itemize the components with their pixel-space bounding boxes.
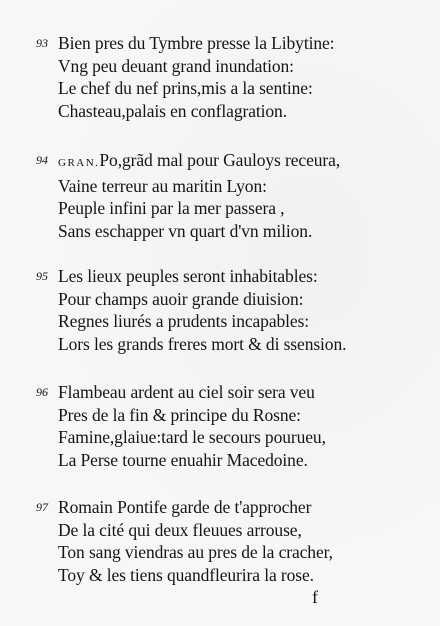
quatrain-lines [58,496,333,586]
verse-line [58,149,340,175]
signature-mark: f [312,587,318,607]
verse-line: Regnes liurés a prudents incapables: [58,311,310,331]
verse-line: Lors les grands freres mort & di ssension. [58,333,347,354]
verse-line: Bien pres du Tymbre presse la Libytine: [58,33,335,53]
verse-line: Chasteau,palais en conflagration. [58,100,287,121]
quatrain-94 [36,149,340,242]
verse-line: Le chef du nef prins,mis a la sentine: [58,78,313,98]
quatrain-lines [58,381,326,471]
verse-text: Po,grãd mal pour Gauloys receura, [99,150,341,170]
verse-line: De la cité qui deux fleuues arrouse, [58,519,302,540]
first-word: GRAN. [58,157,100,169]
verse-line: Sans eschapper vn quart d'vn milion. [58,220,313,241]
quatrain-number: 94 [36,153,48,167]
verse-line: Vng peu deuant grand inundation: [58,55,294,76]
quatrain-96 [36,381,326,471]
verse-line: Ton sang viendras au pres de la cracher, [58,542,333,562]
quatrain-93 [36,32,334,122]
verse-line: Famine,glaiue:tard le secours pourueu, [58,427,326,447]
verse-line: Pres de la fin & principe du Rosne: [58,404,301,425]
verse-line: Romain Pontife garde de t'approcher [58,497,312,517]
verse-line: Pour champs auoir grande diuision: [58,288,304,309]
quatrain-number: 93 [36,36,48,50]
verse-line: Toy & les tiens quandfleurira la rose. [58,564,314,585]
verse-line: Peuple infini par la mer passera , [58,198,285,218]
verse-line: Les lieux peuples seront inhabitables: [58,266,318,286]
verse-line: Vaine terreur au maritin Lyon: [58,175,267,196]
quatrain-number: 95 [36,269,48,283]
quatrain-number: 97 [36,500,48,514]
quatrain-lines [58,265,346,355]
quatrain-95 [36,265,346,355]
quatrain-lines [58,32,334,122]
verse-line: Flambeau ardent au ciel soir sera veu [58,382,315,402]
quatrain-97 [36,496,333,586]
quatrain-lines [58,149,340,242]
quatrain-number: 96 [36,385,48,399]
verse-line: La Perse tourne enuahir Macedoine. [58,449,308,470]
